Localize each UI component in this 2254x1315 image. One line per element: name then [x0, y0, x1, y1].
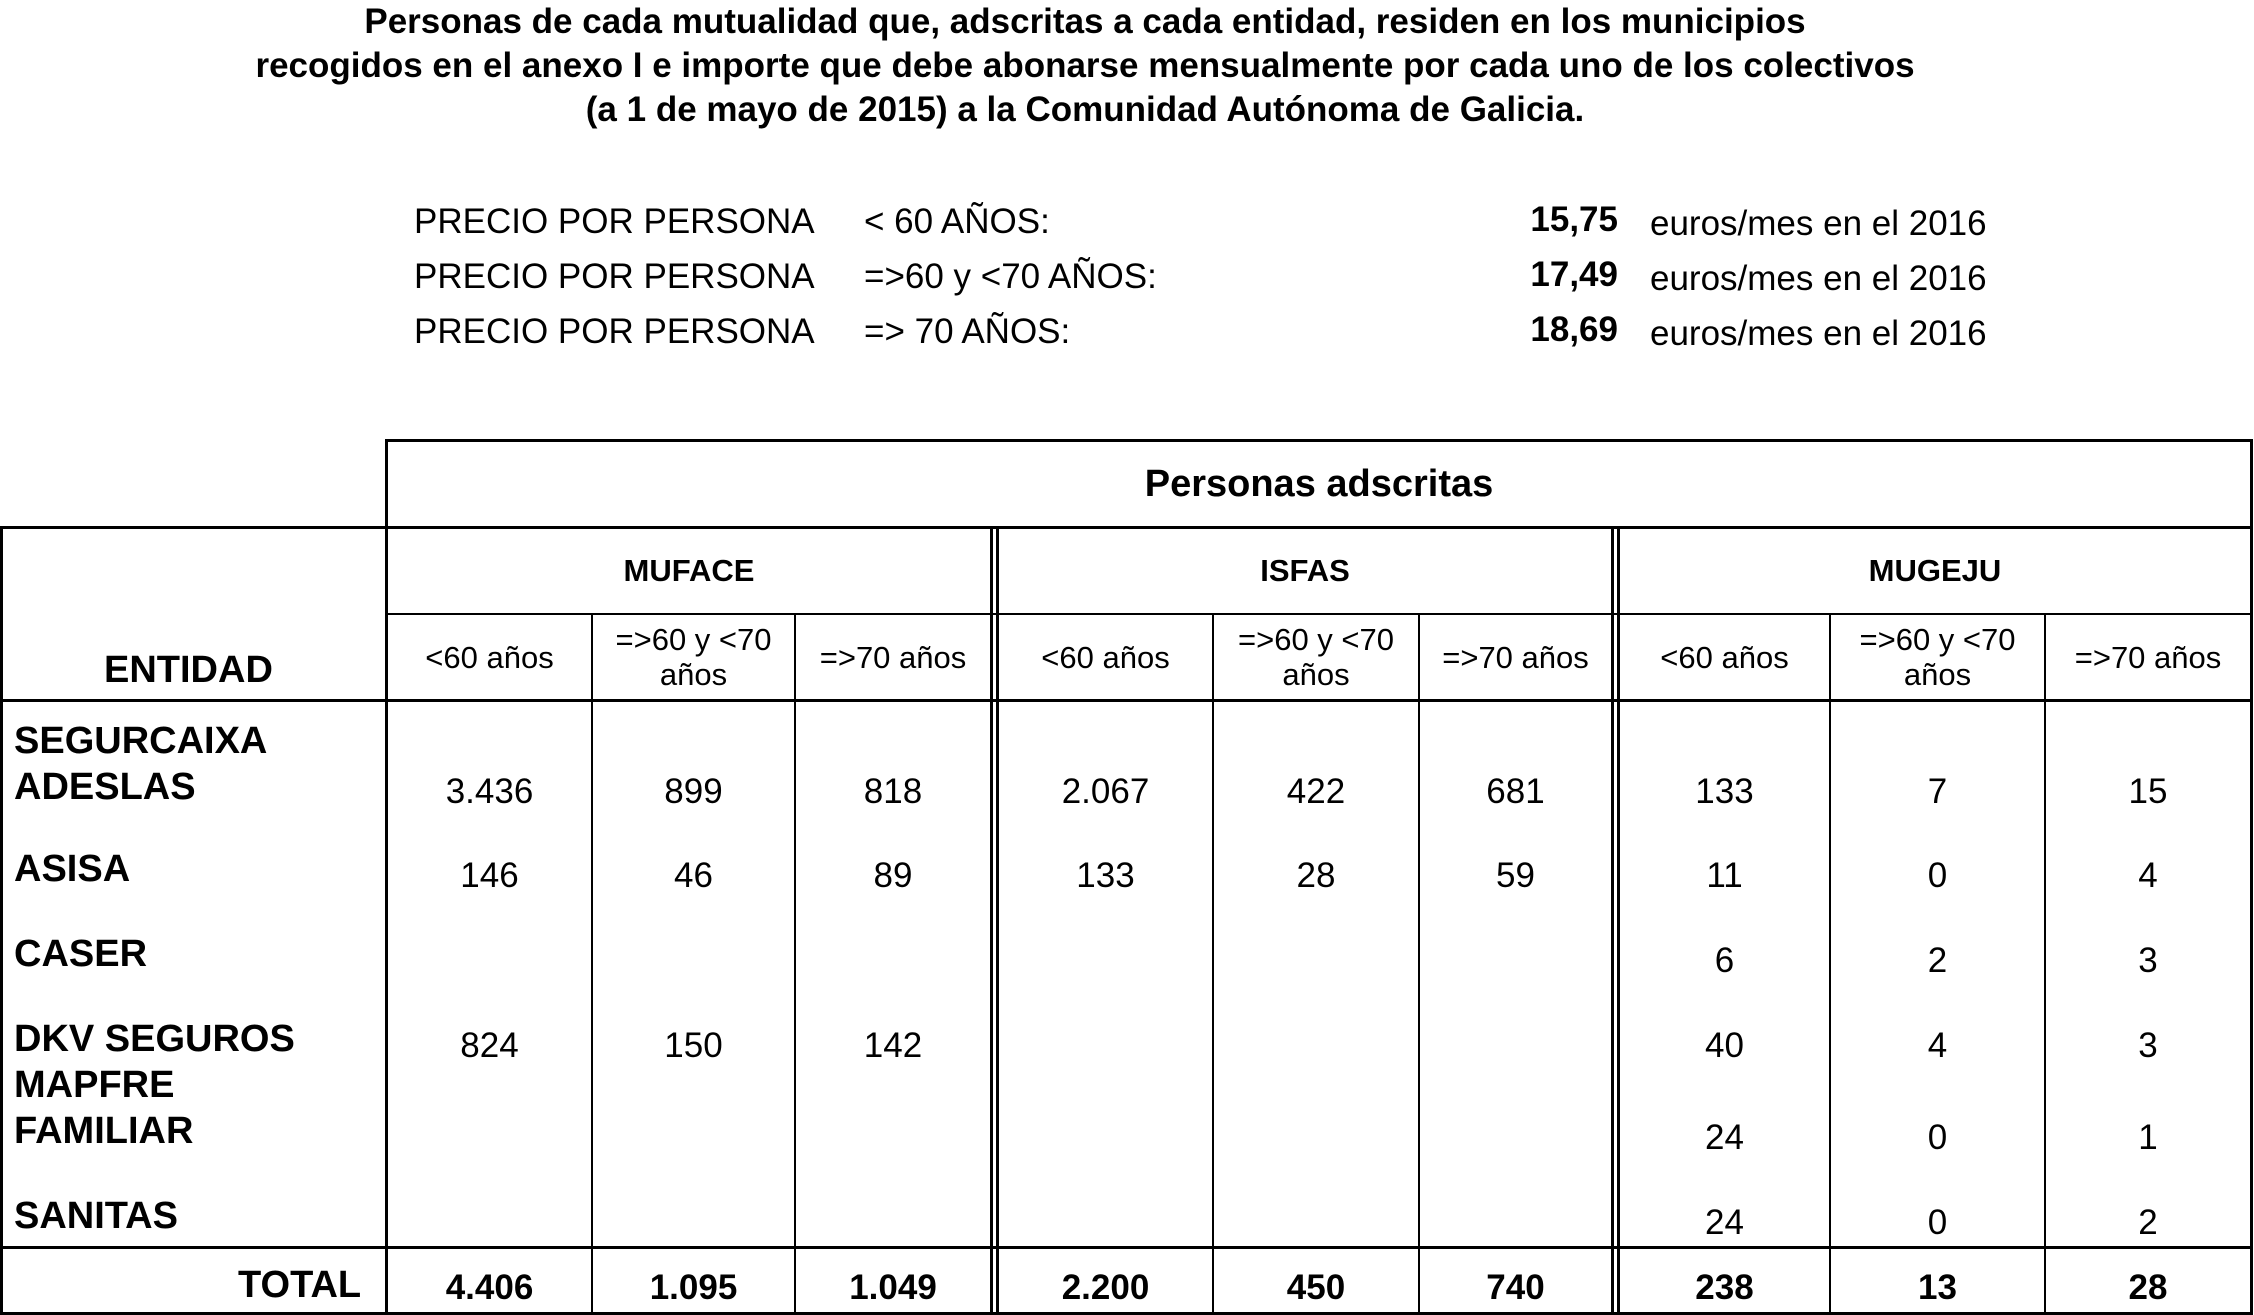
column-divider	[1212, 613, 1214, 1315]
table-cell: 133	[1695, 772, 1754, 811]
total-cell: 1.049	[849, 1268, 937, 1307]
table-cell: 2	[2138, 1203, 2158, 1242]
total-label: TOTAL	[238, 1264, 362, 1306]
table-cell: 24	[1705, 1118, 1744, 1157]
table-cell: 146	[460, 856, 519, 895]
table-cell: 7	[1927, 772, 1948, 811]
table-cell: 15	[2128, 772, 2168, 811]
title-line-2: recogidos en el anexo I e importe que debe abonarse mensualmente por cada uno de los colectivos	[255, 46, 1915, 85]
table-cell: 150	[664, 1026, 723, 1065]
table-cell: 0	[1927, 856, 1948, 895]
age-header: =>70 años	[2074, 639, 2222, 675]
table-cell: 28	[1296, 856, 1336, 895]
age-header: <60 años	[1660, 639, 1789, 675]
total-cell: 238	[1695, 1268, 1754, 1307]
table-border	[2250, 439, 2253, 1315]
price-value: 15,75	[1530, 200, 1618, 239]
table-cell: 142	[863, 1026, 923, 1065]
table-cell: 0	[1927, 1118, 1948, 1157]
table-cell: 899	[664, 772, 723, 811]
group-divider	[1611, 526, 1614, 1315]
entity-name: SANITAS	[14, 1195, 178, 1237]
table-cell: 3	[2138, 941, 2158, 980]
price-label: PRECIO POR PERSONA	[414, 312, 815, 351]
table-cell: 1	[2138, 1118, 2158, 1157]
entity-name: SEGURCAIXA	[14, 720, 268, 762]
table-cell: 89	[873, 856, 913, 895]
table-cell: 133	[1076, 856, 1135, 895]
entity-header: ENTIDAD	[104, 649, 273, 691]
total-cell: 450	[1286, 1268, 1346, 1307]
table-border	[0, 1246, 2253, 1249]
price-age-range: => 70 AÑOS:	[864, 312, 1071, 351]
table-cell: 818	[863, 772, 923, 811]
age-header: =>60 y <70 años	[1238, 622, 1394, 692]
column-divider	[794, 613, 796, 1315]
price-unit: euros/mes en el 2016	[1650, 259, 1987, 298]
table-cell: 6	[1714, 941, 1735, 980]
price-value: 18,69	[1530, 310, 1618, 349]
table-cell: 3	[2138, 1026, 2158, 1065]
age-header: <60 años	[1041, 639, 1170, 675]
table-cell: 422	[1286, 772, 1346, 811]
price-value: 17,49	[1530, 255, 1618, 294]
price-unit: euros/mes en el 2016	[1650, 314, 1987, 353]
table-cell: 24	[1705, 1203, 1744, 1242]
table-cell: 824	[460, 1026, 519, 1065]
total-cell: 13	[1918, 1268, 1957, 1307]
age-header: <60 años	[425, 639, 554, 675]
entity-name: DKV SEGUROS	[14, 1018, 295, 1060]
table-cell: 11	[1706, 856, 1743, 895]
total-cell: 2.200	[1061, 1268, 1150, 1307]
age-header: =>70 años	[1442, 639, 1589, 675]
age-header: =>70 años	[819, 639, 967, 675]
total-cell: 1.095	[649, 1268, 738, 1307]
price-label: PRECIO POR PERSONA	[414, 202, 815, 241]
entity-name: CASER	[14, 933, 148, 975]
table-cell: 4	[2138, 856, 2158, 895]
super-header: Personas adscritas	[1144, 462, 1494, 505]
title-line-3: (a 1 de mayo de 2015) a la Comunidad Autónoma de Galicia.	[585, 90, 1585, 129]
entity-name: ASISA	[14, 848, 131, 890]
entity-name: FAMILIAR	[14, 1110, 194, 1152]
price-age-range: < 60 AÑOS:	[864, 202, 1050, 241]
total-cell: 4.406	[445, 1268, 534, 1307]
price-unit: euros/mes en el 2016	[1650, 204, 1987, 243]
total-cell: 740	[1486, 1268, 1545, 1307]
column-divider	[591, 613, 593, 1315]
group-header-muface: MUFACE	[623, 553, 755, 588]
table-cell: 59	[1496, 856, 1535, 895]
group-header-isfas: ISFAS	[1260, 553, 1350, 588]
column-divider	[1418, 613, 1420, 1315]
price-label: PRECIO POR PERSONA	[414, 257, 815, 296]
age-header: =>60 y <70 años	[1859, 622, 2016, 692]
entity-name: ADESLAS	[14, 766, 196, 808]
age-header: =>60 y <70 años	[615, 622, 772, 692]
title-line-1: Personas de cada mutualidad que, adscritas a cada entidad, residen en los municipios	[364, 2, 1806, 41]
table-border	[0, 526, 3, 1315]
table-cell: 46	[674, 856, 713, 895]
table-cell: 3.436	[445, 772, 534, 811]
price-age-range: =>60 y <70 AÑOS:	[864, 257, 1157, 296]
table-cell: 2	[1927, 941, 1948, 980]
group-header-mugeju: MUGEJU	[1868, 553, 2002, 588]
group-divider	[990, 526, 993, 1315]
entity-name: MAPFRE	[14, 1064, 175, 1106]
table-border	[0, 699, 2253, 702]
table-cell: 681	[1486, 772, 1545, 811]
table-cell: 4	[1927, 1026, 1948, 1065]
total-cell: 28	[2128, 1268, 2168, 1307]
table-cell: 2.067	[1061, 772, 1150, 811]
table-cell: 0	[1927, 1203, 1948, 1242]
table-cell: 40	[1705, 1026, 1744, 1065]
